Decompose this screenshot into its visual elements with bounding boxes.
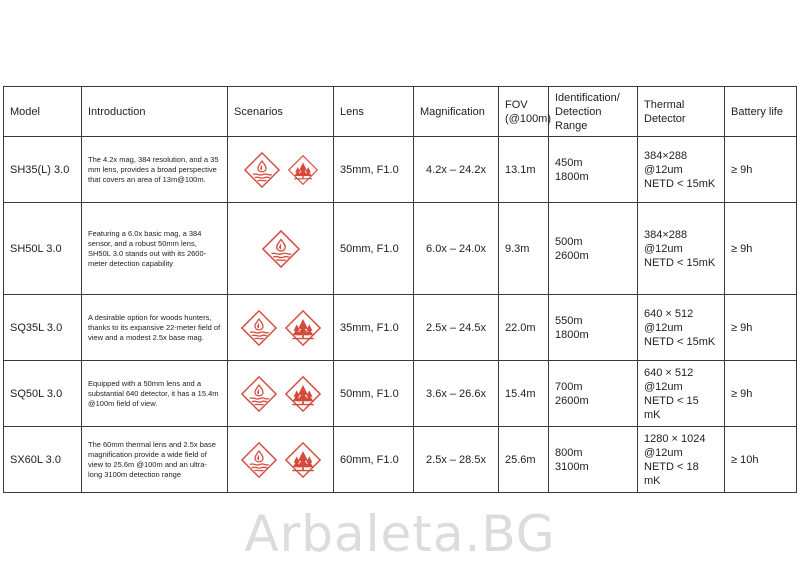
detector-netd: NETD < 15mK: [644, 177, 716, 190]
intro-cell: Equipped with a 50mm lens and a substantial 640 detector, it has a 15.4m @100m field of view.: [82, 361, 228, 427]
range-cell: [549, 295, 638, 361]
range-cell: [549, 203, 638, 295]
woods-icon: [285, 376, 321, 412]
battery-cell: ≥ 9h: [725, 137, 797, 203]
scenarios-cell: [228, 361, 334, 427]
header-intro: Introduction: [82, 87, 228, 137]
intro-cell: A desirable option for woods hunters, thanks to its expansive 22-meter field of view and a modest 2.5x base mag.: [82, 295, 228, 361]
header-battery: Battery life: [725, 87, 797, 137]
detector-pitch: @12um: [644, 163, 683, 176]
model-cell: SQ35L 3.0: [4, 295, 82, 361]
detector-cell: [638, 361, 725, 427]
lens-cell: 35mm, F1.0: [334, 295, 414, 361]
header-range-line1: Identification/: [555, 91, 620, 104]
detector-resolution: 640 × 512: [644, 307, 694, 320]
detection-range: 1800m: [555, 170, 589, 183]
battery-cell: ≥ 9h: [725, 295, 797, 361]
header-fov-line2: (@100m): [505, 112, 552, 125]
magnification-cell: 2.5x – 28.5x: [414, 427, 499, 493]
intro-cell: Featuring a 6.0x basic mag, a 384 sensor, and a robust 50mm lens, SH50L 3.0 stands out with its 2600-meter detection capability: [82, 203, 228, 295]
detector-pitch: @12um: [644, 446, 683, 459]
range-cell: [549, 427, 638, 493]
battery-cell: ≥ 9h: [725, 361, 797, 427]
open-terrain-icon: [244, 152, 280, 188]
fov-cell: 13.1m: [499, 137, 549, 203]
fov-cell: 15.4m: [499, 361, 549, 427]
open-terrain-icon: [262, 230, 300, 268]
fov-cell: 22.0m: [499, 295, 549, 361]
magnification-cell: 4.2x – 24.2x: [414, 137, 499, 203]
identification-range: 550m: [555, 314, 583, 327]
detector-resolution: 384×288: [644, 149, 688, 162]
woods-icon: [285, 310, 321, 346]
magnification-cell: 3.6x – 26.6x: [414, 361, 499, 427]
detector-netd: NETD < 18 mK: [644, 460, 699, 487]
detector-resolution: 640 × 512: [644, 366, 694, 379]
watermark: Arbaleta.BG: [244, 505, 556, 563]
table-row: [4, 427, 797, 493]
scenarios-cell: [228, 137, 334, 203]
fov-cell: 9.3m: [499, 203, 549, 295]
scenarios-cell: [228, 295, 334, 361]
detector-pitch: @12um: [644, 321, 683, 334]
scenarios-cell: [228, 203, 334, 295]
detector-cell: [638, 203, 725, 295]
table-row: [4, 203, 797, 295]
model-cell: SH50L 3.0: [4, 203, 82, 295]
magnification-cell: 6.0x – 24.0x: [414, 203, 499, 295]
header-range: [549, 87, 638, 137]
identification-range: 450m: [555, 156, 583, 169]
header-fov: [499, 87, 552, 137]
range-cell: [549, 137, 638, 203]
magnification-cell: 2.5x – 24.5x: [414, 295, 499, 361]
detector-cell: [638, 295, 725, 361]
woods-icon: [285, 442, 321, 478]
detection-range: 3100m: [555, 460, 589, 473]
detector-resolution: 1280 × 1024: [644, 432, 706, 445]
detection-range: 2600m: [555, 249, 589, 262]
intro-cell: The 4.2x mag, 384 resolution, and a 35 mm lens, provides a broad perspective that covers an area of 13m@100m.: [82, 137, 228, 203]
table-row: [4, 361, 797, 427]
detector-pitch: @12um: [644, 380, 683, 393]
table-row: [4, 137, 797, 203]
detector-netd: NETD < 15mK: [644, 335, 716, 348]
open-terrain-icon: [241, 376, 277, 412]
header-range-line2: Detection: [555, 105, 602, 118]
header-magnification: Magnification: [414, 87, 499, 137]
header-detector-line1: Thermal: [644, 98, 685, 111]
model-cell: SQ50L 3.0: [4, 361, 82, 427]
woods-icon: [288, 155, 318, 185]
header-fov-line1: FOV: [505, 98, 528, 111]
header-scenarios: Scenarios: [228, 87, 334, 137]
detector-netd: NETD < 15mK: [644, 256, 716, 269]
lens-cell: 60mm, F1.0: [334, 427, 414, 493]
lens-cell: 35mm, F1.0: [334, 137, 414, 203]
model-cell: SH35(L) 3.0: [4, 137, 82, 203]
table-row: [4, 295, 797, 361]
scenarios-cell: [228, 427, 334, 493]
identification-range: 800m: [555, 446, 583, 459]
detector-netd: NETD < 15 mK: [644, 394, 699, 421]
model-cell: SX60L 3.0: [4, 427, 82, 493]
fov-cell: 25.6m: [499, 427, 549, 493]
intro-cell: The 60mm thermal lens and 2.5x base magnification provide a wide field of view to 25.6m @100m and an ultra-long 3100m detection range: [82, 427, 228, 493]
header-range-line3: Range: [555, 119, 588, 132]
header-row: [4, 87, 797, 137]
battery-cell: ≥ 9h: [725, 203, 797, 295]
header-model: Model: [4, 87, 82, 137]
detector-cell: [638, 427, 725, 493]
header-detector: [638, 87, 725, 137]
header-detector-line2: Detector: [644, 112, 686, 125]
detector-pitch: @12um: [644, 242, 683, 255]
range-cell: [549, 361, 638, 427]
open-terrain-icon: [241, 442, 277, 478]
lens-cell: 50mm, F1.0: [334, 203, 414, 295]
detector-cell: [638, 137, 725, 203]
detector-resolution: 384×288: [644, 228, 688, 241]
detection-range: 2600m: [555, 394, 589, 407]
header-lens: Lens: [334, 87, 414, 137]
battery-cell: ≥ 10h: [725, 427, 797, 493]
detection-range: 1800m: [555, 328, 589, 341]
lens-cell: 50mm, F1.0: [334, 361, 414, 427]
identification-range: 500m: [555, 235, 583, 248]
open-terrain-icon: [241, 310, 277, 346]
spec-table: [3, 86, 797, 493]
identification-range: 700m: [555, 380, 583, 393]
